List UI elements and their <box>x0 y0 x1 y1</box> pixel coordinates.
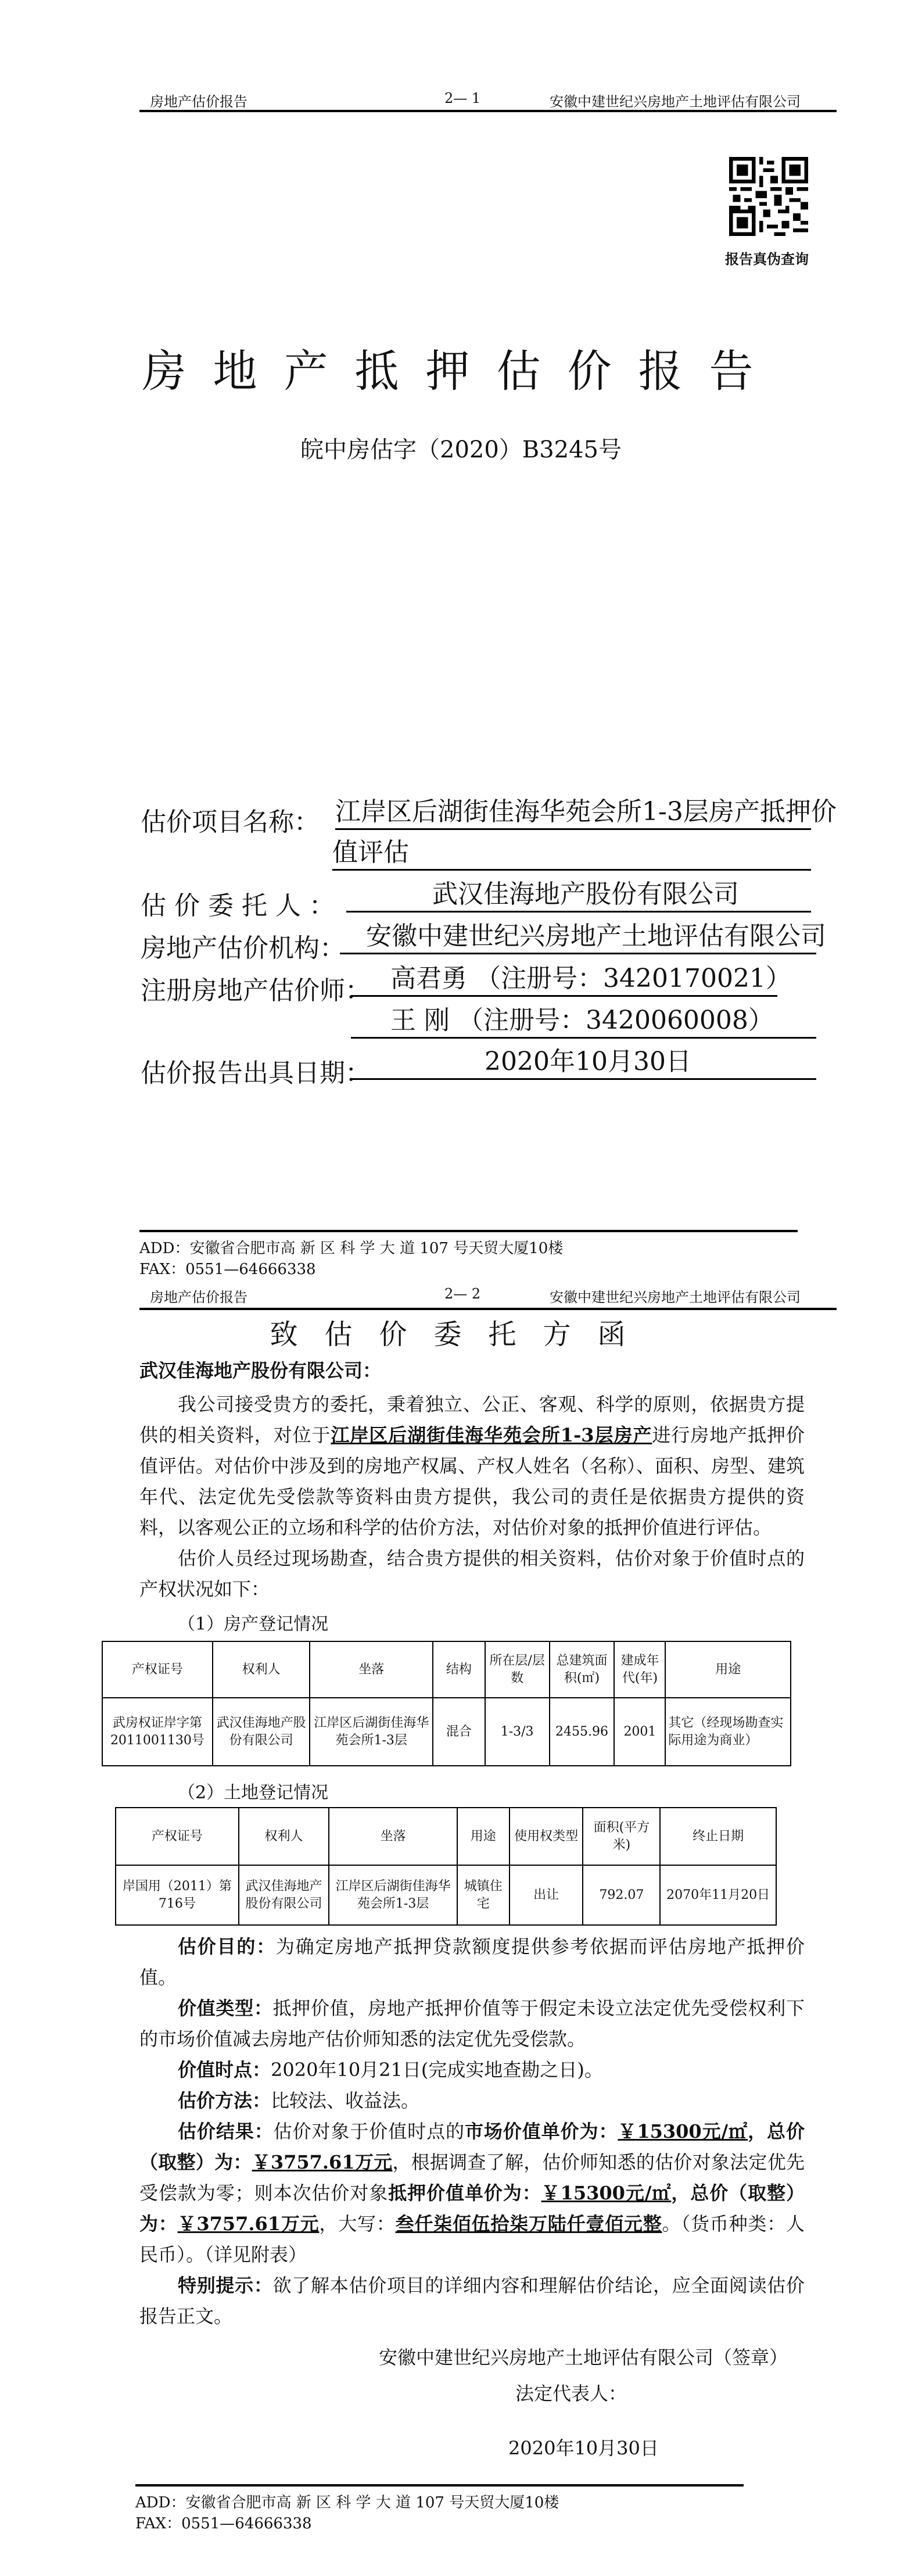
col-header: 总建筑面积(㎡) <box>550 1641 615 1698</box>
letter-body <box>102 1389 805 2534</box>
header-rule <box>139 1308 837 1310</box>
sign-date: 2020年10月30日 <box>508 2437 659 2459</box>
cell-structure: 混合 <box>433 1698 485 1766</box>
running-header-title: 房地产估价报告 <box>150 94 247 110</box>
footer-rule <box>135 2484 744 2486</box>
col-header: 权利人 <box>239 1808 329 1865</box>
mortgage-unit-price: ￥15300元/㎡ <box>541 2182 672 2204</box>
cell-cert-no: 岸国用（2011）第716号 <box>116 1865 239 1925</box>
result-text: 。（货币种类：人民币）。（详见附表） <box>139 2213 805 2266</box>
value-type-text: 抵押价值，房地产抵押价值等于假定未设立法定优先受偿权利下的市场价值减去房地产估价师知悉的法定优先受偿款。 <box>139 1997 805 2050</box>
project-value-cont: 值评估 <box>332 837 811 871</box>
house-registration-table <box>102 1641 791 1766</box>
col-header: 使用权类型 <box>510 1808 583 1865</box>
col-header: 坐落 <box>329 1808 457 1865</box>
notice-label: 特别提示： <box>178 2274 273 2296</box>
footer-address: ADD：安徽省合肥市高 新 区 科 学 大 道 107 号天贸大厦10楼 <box>139 1240 564 1257</box>
purpose-label: 估价目的： <box>178 1935 276 1958</box>
cell-year: 2001 <box>614 1698 665 1766</box>
method-text: 比较法、收益法。 <box>271 2090 420 2112</box>
method-paragraph <box>139 2085 805 2116</box>
col-header: 面积(平方米) <box>583 1808 660 1865</box>
property-address: 江岸区后湖街佳海华苑会所1-3层房产 <box>331 1424 652 1446</box>
market-value-label: 市场价值单价为： <box>464 2120 618 2142</box>
intro-text: 我公司接受贵方的委托，秉着独立、公正、客观、科学的原则，依据贵方提供的相关资料，对位于 <box>139 1393 805 1446</box>
client-label: 估 价 委 托 人 ： <box>141 891 335 921</box>
value-type-paragraph <box>139 1993 805 2055</box>
date-label: 估价报告出具日期： <box>141 1058 371 1088</box>
col-header: 产权证号 <box>102 1641 213 1698</box>
appraiser-2: 王 刚 （注册号：3420060008） <box>351 1005 816 1039</box>
project-label: 估价项目名称： <box>141 807 320 837</box>
result-text: ，大写： <box>319 2213 396 2235</box>
col-header: 用途 <box>457 1808 510 1865</box>
footer-address: ADD：安徽省合肥市高 新 区 科 学 大 道 107 号天贸大厦10楼 <box>135 2494 559 2511</box>
result-text: ，根据调查了解，估价师知悉的估价对象法定优先受偿款为零；则本次估价对象 <box>139 2151 805 2204</box>
running-header-title: 房地产估价报告 <box>150 1289 247 1305</box>
cell-right-type: 出让 <box>510 1865 583 1925</box>
cell-area: 2455.96 <box>550 1698 615 1766</box>
cell-location: 江岸区后湖街佳海华苑会所1-3层 <box>329 1865 457 1925</box>
cell-owner: 武汉佳海地产股份有限公司 <box>239 1865 329 1925</box>
table1-caption: （1）房产登记情况 <box>178 1614 329 1634</box>
legal-representative: 法定代表人： <box>515 2382 627 2405</box>
cell-floors: 1-3/3 <box>485 1698 550 1766</box>
purpose-paragraph <box>139 1931 805 1993</box>
document-number: 皖中房估字（2020）B3245号 <box>300 437 622 463</box>
cell-location: 江岸区后湖街佳海华苑会所1-3层 <box>310 1698 432 1766</box>
qr-code-icon[interactable] <box>729 157 809 236</box>
col-header: 坐落 <box>310 1641 432 1698</box>
date-value: 2020年10月30日 <box>351 1046 816 1080</box>
col-header: 产权证号 <box>116 1808 239 1865</box>
cell-area: 792.07 <box>583 1865 660 1925</box>
col-header: 用途 <box>665 1641 791 1698</box>
client-value: 武汉佳海地产股份有限公司 <box>346 879 811 913</box>
appraiser-label: 注册房地产估价师： <box>141 976 371 1006</box>
col-header: 所在层/层数 <box>485 1641 550 1698</box>
table-header-row <box>102 1641 791 1698</box>
signature-company: 安徽中建世纪兴房地产土地评估有限公司（签章） <box>379 2346 788 2369</box>
col-header: 建成年代(年) <box>614 1641 665 1698</box>
col-header: 结构 <box>433 1641 485 1698</box>
value-date-label: 价值时点： <box>178 2059 271 2081</box>
footer-fax: FAX：0551—64666338 <box>135 2515 312 2532</box>
running-header-company: 安徽中建世纪兴房地产土地评估有限公司 <box>550 94 801 110</box>
col-header: 终止日期 <box>660 1808 776 1865</box>
cell-usage: 其它（经现场勘查实际用途为商业） <box>665 1698 791 1766</box>
agency-value: 安徽中建世纪兴房地产土地评估有限公司 <box>340 921 816 954</box>
status-paragraph: 估价人员经过现场勘查，结合贵方提供的相关资料，估价对象于价值时点的产权状况如下： <box>139 1547 805 1600</box>
market-total: ￥3757.61万元 <box>252 2151 393 2173</box>
result-text: ，总价（取整）为： <box>139 2182 805 2235</box>
cell-end-date: 2070年11月20日 <box>660 1865 776 1925</box>
purpose-text: 为确定房地产抵押贷款额度提供参考依据而评估房地产抵押价值。 <box>139 1935 805 1988</box>
col-header: 权利人 <box>213 1641 310 1698</box>
result-text: ，总价（取整）为： <box>139 2120 805 2173</box>
mortgage-value-label: 抵押价值单价为： <box>388 2182 541 2204</box>
appraiser-1: 高君勇 （注册号：3420170021） <box>351 963 777 997</box>
value-type-label: 价值类型： <box>178 1997 273 2019</box>
amount-in-words: 叁仟柒佰伍拾柒万陆仟壹佰元整 <box>395 2213 662 2235</box>
result-paragraph <box>139 2116 805 2270</box>
qr-caption: 报告真伪查询 <box>725 251 809 267</box>
method-label: 估价方法： <box>178 2090 271 2112</box>
market-unit-price: ￥15300元/㎡ <box>618 2120 748 2142</box>
cell-usage: 城镇住宅 <box>457 1865 510 1925</box>
running-header-company: 安徽中建世纪兴房地产土地评估有限公司 <box>550 1289 801 1305</box>
table-row <box>116 1865 776 1925</box>
project-value: 江岸区后湖街佳海华苑会所1-3层房产抵押价 <box>335 796 811 830</box>
table-header-row <box>116 1808 776 1865</box>
header-rule <box>139 110 837 112</box>
table-row <box>102 1698 791 1766</box>
intro-paragraph <box>139 1389 805 1543</box>
notice-paragraph <box>139 2270 805 2332</box>
letter-title: 致估价委托方函 <box>270 1318 652 1351</box>
cell-owner: 武汉佳海地产股份有限公司 <box>213 1698 310 1766</box>
agency-label: 房地产估价机构： <box>141 933 345 963</box>
footer-rule <box>139 1230 798 1232</box>
intro-text-cont: 进行房地产抵押价值评估。对估价中涉及到的房地产权属、产权人姓名（名称）、面积、房型、建筑年代、法定优先受偿款等资料由贵方提供，我公司的责任是依据贵方提供的资料，以客观公正的立场和科学的估价方法，对估价对象的抵押价值进行评估。 <box>139 1424 805 1539</box>
footer-fax: FAX：0551—64666338 <box>139 1261 316 1278</box>
cell-cert-no: 武房权证岸字第2011001130号 <box>102 1698 213 1766</box>
result-label: 估价结果： <box>178 2120 274 2142</box>
salutation: 武汉佳海地产股份有限公司： <box>139 1359 382 1382</box>
page-number: 2— 1 <box>444 90 481 106</box>
value-date-paragraph <box>139 2055 805 2085</box>
value-date-text: 2020年10月21日(完成实地查勘之日)。 <box>271 2059 603 2081</box>
land-registration-table <box>115 1807 777 1926</box>
result-text: 估价对象于价值时点的 <box>273 2120 465 2142</box>
table2-caption: （2）土地登记情况 <box>178 1783 329 1803</box>
mortgage-total: ￥3757.61万元 <box>177 2213 320 2235</box>
report-title: 房地产抵押估价报告 <box>142 345 780 397</box>
page-number: 2— 2 <box>444 1286 481 1302</box>
notice-text: 欲了解本估价项目的详细内容和理解估价结论，应全面阅读估价报告正文。 <box>139 2274 805 2327</box>
